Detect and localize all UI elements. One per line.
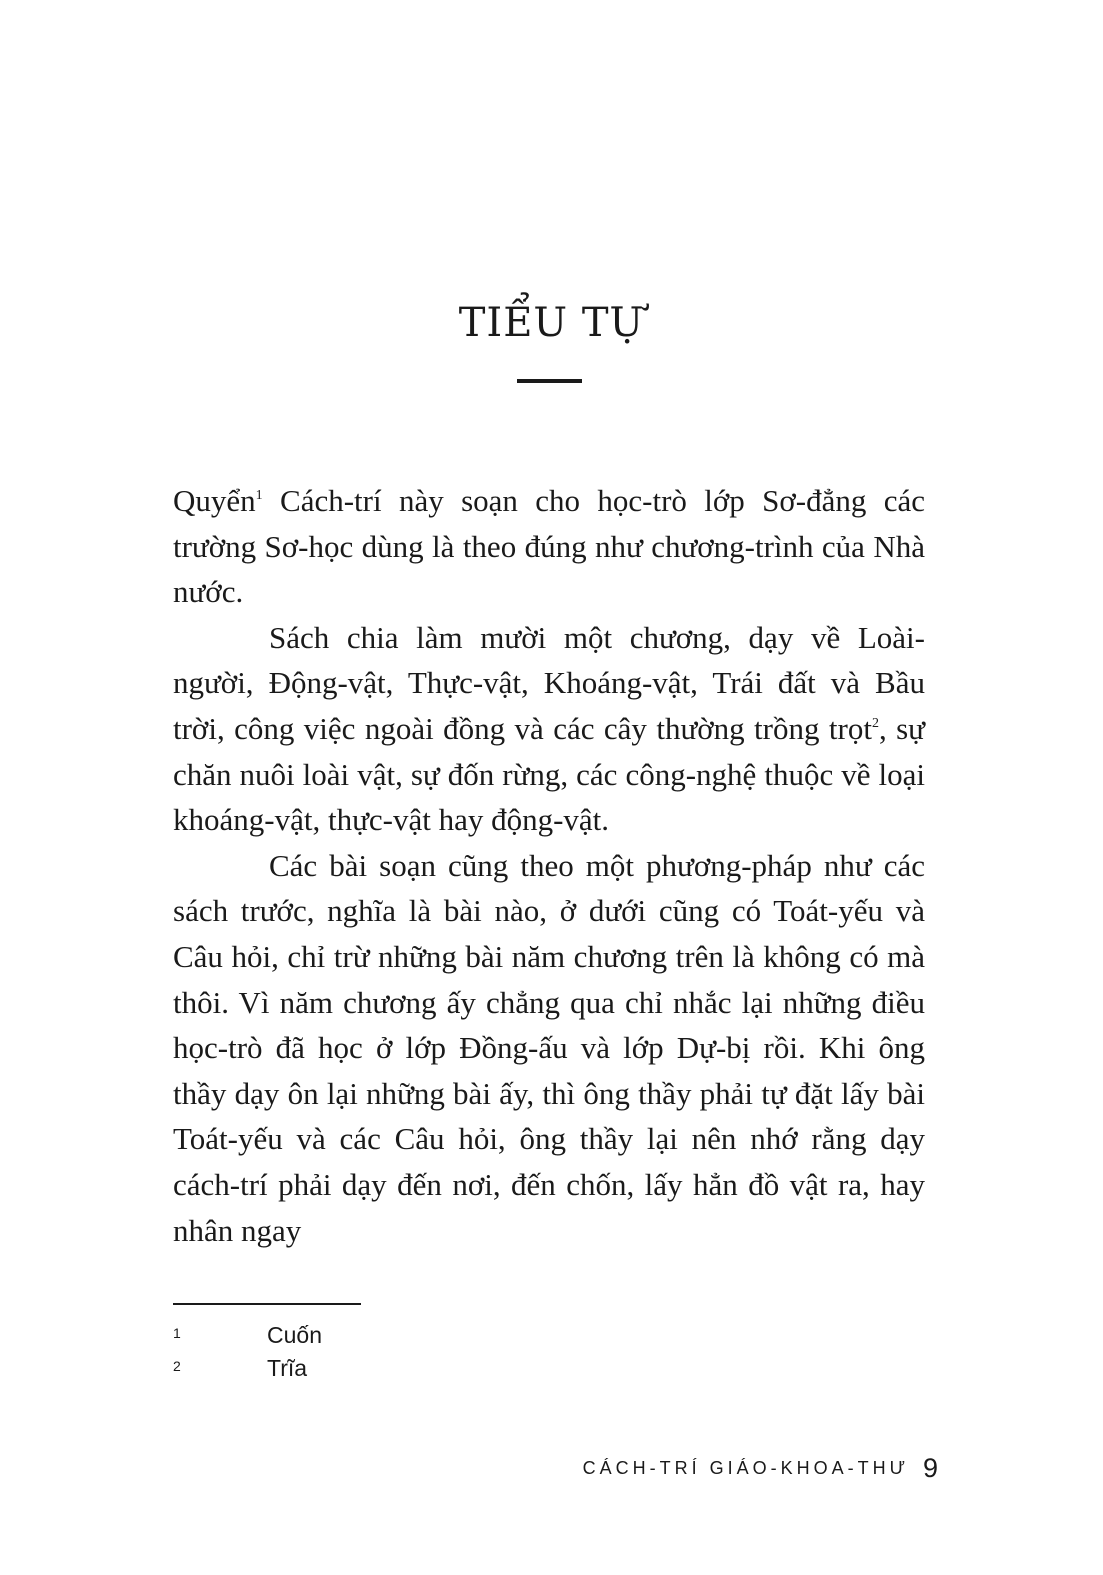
title-divider — [517, 379, 582, 383]
paragraph-1-lead: Quyển — [173, 483, 256, 518]
paragraph-2 — [173, 615, 925, 843]
footnote-ref-1[interactable]: 1 — [255, 488, 263, 503]
footnote-divider — [173, 1303, 361, 1305]
running-footer-title: CÁCH-TRÍ GIÁO-KHOA-THƯ — [582, 1458, 909, 1478]
page-number: 9 — [922, 1453, 938, 1483]
footnote-text: Trĩa — [267, 1355, 308, 1381]
body-text — [173, 478, 925, 1253]
chapter-title: TIỂU TỰ — [458, 300, 645, 346]
paragraph-1-rest: Cách-trí này soạn cho học-trò lớp Sơ-đẳng các trường Sơ-học dùng là theo đúng như chương-trình của Nhà nước. — [173, 483, 925, 610]
footnote-text: Cuốn — [267, 1322, 322, 1348]
paragraph-2-after: , sự chăn nuôi loài vật, sự đốn rừng, các công-nghệ thuộc về loại khoáng-vật, thực-vật hay động-vật. — [173, 710, 925, 838]
running-footer — [0, 1453, 938, 1484]
paragraph-1 — [173, 478, 925, 615]
paragraph-2-before: Sách chia làm mười một chương, dạy về Loài-người, Động-vật, Thực-vật, Khoáng-vật, Trái đất và Bầu trời, công việc ngoài đồng và các cây thường trồng trọt — [173, 619, 925, 746]
paragraph-3: Các bài soạn cũng theo một phương-pháp như các sách trước, nghĩa là bài nào, ở dưới cũng có Toát-yếu và Câu hỏi, chỉ trừ những bài năm chương trên là không có mà thôi. Vì năm chương ấy chẳng qua chỉ nhắc lại những điều học-trò đã học ở lớp Đồng-ấu và lớp Dự-bị rồi. Khi ông thầy dạy ôn lại những bài ấy, thì ông thầy phải tự đặt lấy bài Toát-yếu và các Câu hỏi, ông thầy lại nên nhớ rằng dạy cách-trí phải dạy đến nơi, đến chốn, lấy hẳn đồ vật ra, hay nhân ngay — [173, 847, 925, 1248]
footnote-number: 1 — [173, 1325, 181, 1341]
footnote-number: 2 — [173, 1358, 181, 1374]
footnote-ref-2[interactable]: 2 — [871, 715, 879, 731]
